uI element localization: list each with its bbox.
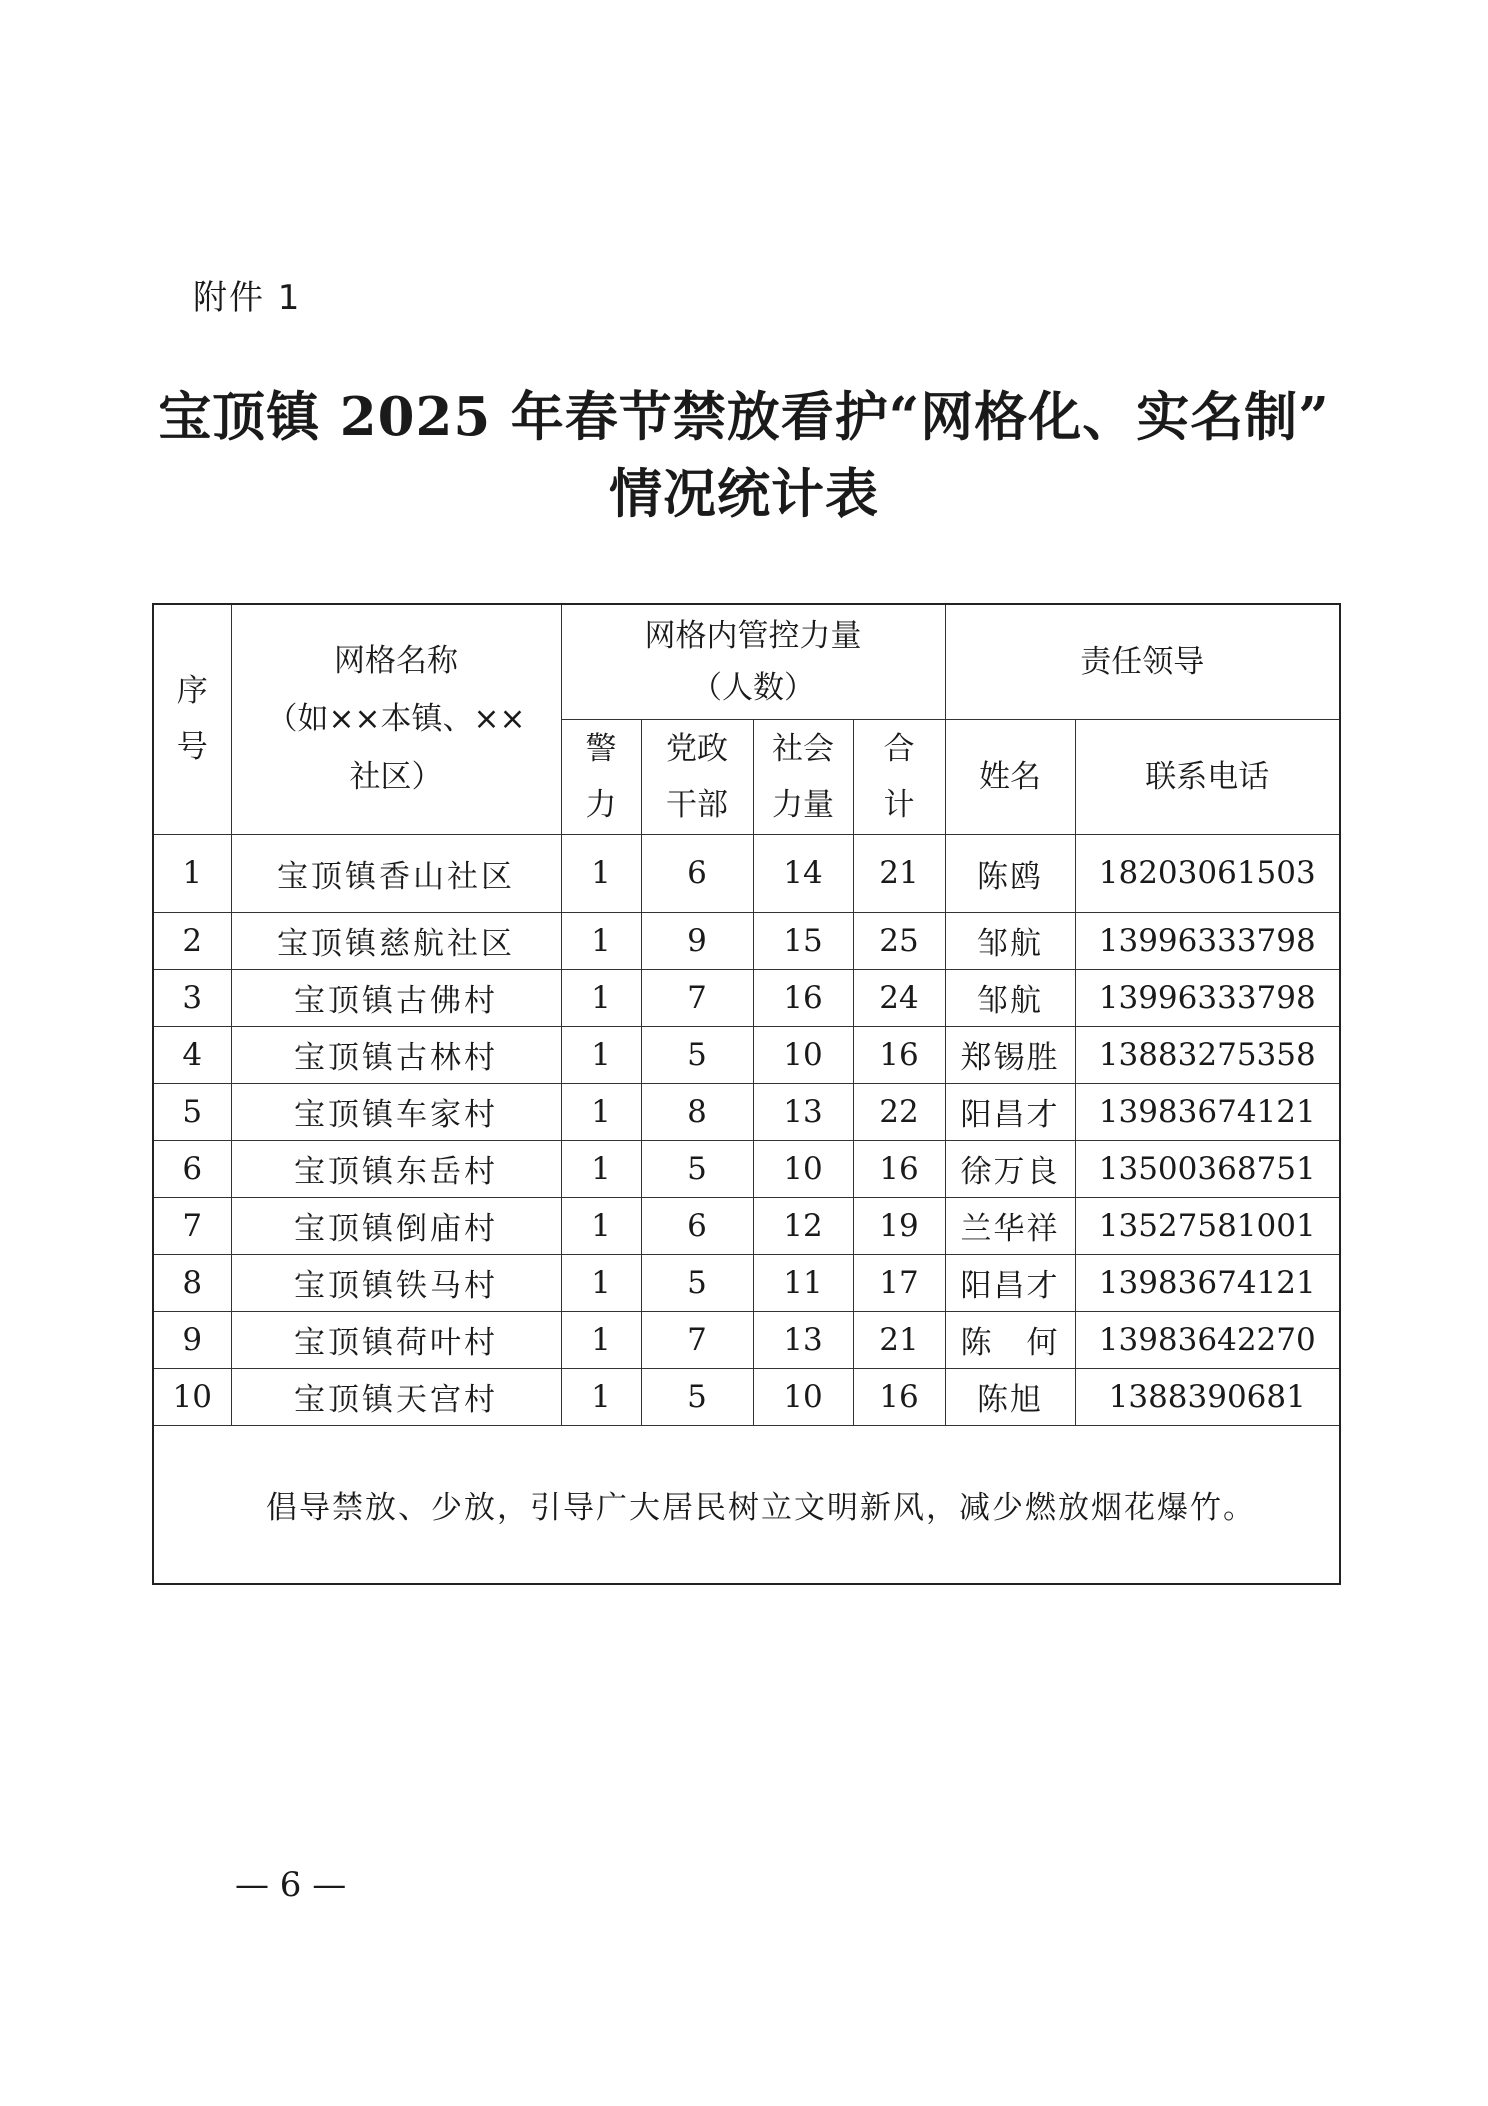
header-total: 合 计	[853, 719, 945, 834]
header-leader-name: 姓名	[945, 719, 1075, 834]
row-social: 16	[753, 969, 853, 1026]
row-cadres: 7	[641, 969, 753, 1026]
row-grid-name: 宝顶镇天宫村	[231, 1368, 561, 1425]
row-police: 1	[561, 1026, 641, 1083]
note-row	[153, 1425, 1340, 1584]
table-row	[153, 912, 1340, 969]
row-grid-name: 宝顶镇车家村	[231, 1083, 561, 1140]
table-row	[153, 1197, 1340, 1254]
row-police: 1	[561, 1083, 641, 1140]
header-party-cadres: 党政 干部	[641, 719, 753, 834]
attachment-label: 附件 1	[193, 278, 302, 318]
row-seq: 2	[153, 912, 231, 969]
row-phone: 13983642270	[1075, 1311, 1340, 1368]
row-police: 1	[561, 1254, 641, 1311]
row-social: 15	[753, 912, 853, 969]
row-social: 13	[753, 1311, 853, 1368]
row-social: 14	[753, 834, 853, 912]
row-grid-name: 宝顶镇古林村	[231, 1026, 561, 1083]
row-police: 1	[561, 1311, 641, 1368]
row-phone: 13996333798	[1075, 912, 1340, 969]
row-grid-name: 宝顶镇铁马村	[231, 1254, 561, 1311]
row-cadres: 8	[641, 1083, 753, 1140]
row-seq: 1	[153, 834, 231, 912]
row-total: 24	[853, 969, 945, 1026]
row-cadres: 6	[641, 1197, 753, 1254]
row-social: 12	[753, 1197, 853, 1254]
row-leader-name: 阳昌才	[945, 1254, 1075, 1311]
header-social-force: 社会 力量	[753, 719, 853, 834]
row-seq: 3	[153, 969, 231, 1026]
row-grid-name: 宝顶镇慈航社区	[231, 912, 561, 969]
table-row	[153, 1254, 1340, 1311]
header-police: 警 力	[561, 719, 641, 834]
row-leader-name: 陈 何	[945, 1311, 1075, 1368]
page-number: — 6 —	[235, 1865, 347, 1905]
table-note: 倡导禁放、少放，引导广大居民树立文明新风，减少燃放烟花爆竹。	[153, 1425, 1340, 1584]
row-police: 1	[561, 1197, 641, 1254]
row-total: 16	[853, 1026, 945, 1083]
row-cadres: 5	[641, 1140, 753, 1197]
row-police: 1	[561, 1368, 641, 1425]
row-cadres: 5	[641, 1368, 753, 1425]
document-title-line-2: 情况统计表	[609, 463, 879, 525]
row-phone: 1388390681	[1075, 1368, 1340, 1425]
row-total: 19	[853, 1197, 945, 1254]
row-seq: 10	[153, 1368, 231, 1425]
row-leader-name: 邹航	[945, 912, 1075, 969]
row-total: 22	[853, 1083, 945, 1140]
row-total: 17	[853, 1254, 945, 1311]
row-phone: 13983674121	[1075, 1083, 1340, 1140]
row-leader-name: 邹航	[945, 969, 1075, 1026]
row-phone: 13527581001	[1075, 1197, 1340, 1254]
row-cadres: 6	[641, 834, 753, 912]
row-social: 10	[753, 1140, 853, 1197]
row-police: 1	[561, 969, 641, 1026]
row-total: 16	[853, 1140, 945, 1197]
row-social: 10	[753, 1026, 853, 1083]
row-phone: 18203061503	[1075, 834, 1340, 912]
row-seq: 8	[153, 1254, 231, 1311]
row-police: 1	[561, 834, 641, 912]
table-row	[153, 834, 1340, 912]
row-phone: 13883275358	[1075, 1026, 1340, 1083]
row-phone: 13996333798	[1075, 969, 1340, 1026]
document-title-line-1: 宝顶镇 2025 年春节禁放看护“网格化、实名制”	[158, 386, 1330, 448]
row-cadres: 7	[641, 1311, 753, 1368]
header-control-force: 网格内管控力量 （人数）	[561, 604, 945, 719]
header-phone: 联系电话	[1075, 719, 1340, 834]
row-police: 1	[561, 912, 641, 969]
row-grid-name: 宝顶镇倒庙村	[231, 1197, 561, 1254]
row-grid-name: 宝顶镇古佛村	[231, 969, 561, 1026]
row-leader-name: 陈旭	[945, 1368, 1075, 1425]
statistics-table	[152, 603, 1341, 1585]
row-total: 25	[853, 912, 945, 969]
row-leader-name: 兰华祥	[945, 1197, 1075, 1254]
row-social: 13	[753, 1083, 853, 1140]
row-seq: 5	[153, 1083, 231, 1140]
table-row	[153, 1083, 1340, 1140]
row-total: 21	[853, 834, 945, 912]
row-leader-name: 阳昌才	[945, 1083, 1075, 1140]
header-seq: 序 号	[153, 604, 231, 834]
header-responsible-leader: 责任领导	[945, 604, 1340, 719]
header-grid-name: 网格名称 （如××本镇、×× 社区）	[231, 604, 561, 834]
row-leader-name: 徐万良	[945, 1140, 1075, 1197]
table-row	[153, 1140, 1340, 1197]
row-social: 10	[753, 1368, 853, 1425]
table-row	[153, 1311, 1340, 1368]
row-total: 16	[853, 1368, 945, 1425]
row-seq: 6	[153, 1140, 231, 1197]
table-row	[153, 1026, 1340, 1083]
row-cadres: 5	[641, 1254, 753, 1311]
row-total: 21	[853, 1311, 945, 1368]
row-social: 11	[753, 1254, 853, 1311]
row-grid-name: 宝顶镇荷叶村	[231, 1311, 561, 1368]
row-phone: 13983674121	[1075, 1254, 1340, 1311]
row-leader-name: 陈鸥	[945, 834, 1075, 912]
row-grid-name: 宝顶镇东岳村	[231, 1140, 561, 1197]
row-phone: 13500368751	[1075, 1140, 1340, 1197]
row-seq: 9	[153, 1311, 231, 1368]
row-police: 1	[561, 1140, 641, 1197]
table-row	[153, 969, 1340, 1026]
row-grid-name: 宝顶镇香山社区	[231, 834, 561, 912]
row-seq: 7	[153, 1197, 231, 1254]
row-cadres: 5	[641, 1026, 753, 1083]
row-seq: 4	[153, 1026, 231, 1083]
row-cadres: 9	[641, 912, 753, 969]
table-row	[153, 1368, 1340, 1425]
row-leader-name: 郑锡胜	[945, 1026, 1075, 1083]
